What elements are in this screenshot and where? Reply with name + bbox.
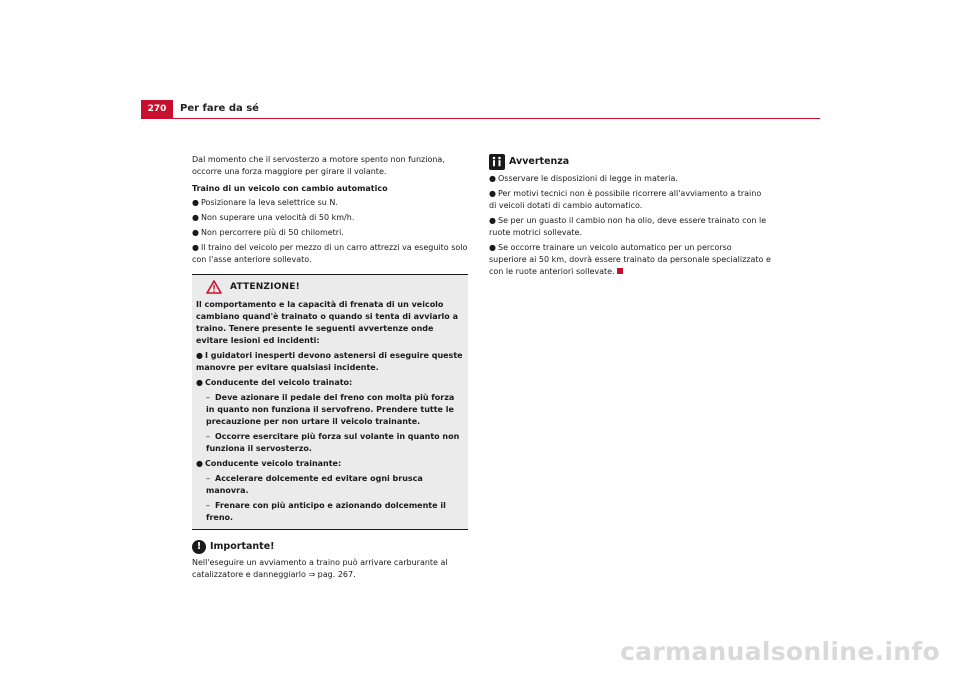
bullet-icon: ● [192, 198, 199, 207]
watermark: carmanualsonline.info [620, 637, 940, 666]
list-item: ● Il traino del veicolo per mezzo di un carro attrezzi va eseguito solo con l'asse anteriore sollevato. [192, 243, 468, 264]
page-title: Per fare da sé [180, 103, 259, 114]
list-item: ● I guidatori inesperti devono astenersi di eseguire queste manovre per evitare qualsiasi incidente. [196, 351, 463, 372]
header-rule [141, 118, 820, 119]
dash-icon: – [206, 474, 210, 483]
list-item: ● Se per un guasto il cambio non ha olio, deve essere trainato con le ruote motrici sollevate. [489, 216, 767, 237]
warning-title: ATTENZIONE! [230, 282, 300, 292]
note-title: Avvertenza [509, 156, 570, 167]
bullet-icon: ● [489, 189, 496, 198]
bullet-icon: ● [196, 459, 203, 468]
sub-list-item: – Frenare con più anticipo e azionando dolcemente il freno. [206, 501, 446, 522]
section-subheading: Traino di un veicolo con cambio automatico [192, 184, 388, 193]
list-item: ● Conducente veicolo trainante: [196, 459, 342, 468]
important-header [192, 540, 468, 554]
sub-list-item: – Accelerare dolcemente ed evitare ogni brusca manovra. [206, 474, 423, 495]
dash-icon: – [206, 432, 210, 441]
warning-intro: Il comportamento e la capacità di frenata di un veicolo cambiano quand'è trainato o quando si tenta di avviarlo a traino. Tenere presente le seguenti avvertenze onde evitare lesioni ed incidenti: [196, 300, 458, 345]
list-item: ● Per motivi tecnici non è possibile ricorrere all'avviamento a traino di veicoli dotati di cambio automatico. [489, 189, 762, 210]
arrow-icon: ⇒ [308, 570, 316, 579]
dash-icon: – [206, 501, 210, 510]
list-item: ● Conducente del veicolo trainato: [196, 378, 353, 387]
warning-box [192, 274, 468, 530]
list-item: ● Osservare le disposizioni di legge in materia. [489, 174, 678, 183]
bullet-icon: ● [192, 213, 199, 222]
note-header [489, 154, 771, 170]
intro-paragraph: Dal momento che il servosterzo a motore spento non funziona, occorre una forza maggiore per girare il volante. [192, 155, 445, 176]
bullet-icon: ● [489, 216, 496, 225]
left-column [192, 154, 468, 586]
bullet-icon: ● [489, 174, 496, 183]
dash-icon: – [206, 393, 210, 402]
list-item: ● Non superare una velocità di 50 km/h. [192, 213, 355, 222]
warning-triangle-icon [206, 280, 222, 294]
list-item: ● Posizionare la leva selettrice su N. [192, 198, 338, 207]
bullet-icon: ● [196, 351, 203, 360]
info-icon [489, 154, 505, 170]
bullet-icon: ● [192, 228, 199, 237]
sub-list-item: – Deve azionare il pedale del freno con molta più forza in quanto non funziona il servofreno. Prendere tutte le precauzione per non urtare il veicolo trainante. [206, 393, 455, 426]
bullet-icon: ● [196, 378, 203, 387]
exclamation-icon: ! [192, 540, 206, 554]
list-item: ● Se occorre trainare un veicolo automatico per un percorso superiore ai 50 km, dovrà essere trainato da personale specializzato e con le ruote anteriori sollevate. [489, 243, 771, 276]
end-of-section-icon [617, 268, 623, 274]
important-text: Nell'eseguire un avviamento a traino può arrivare carburante al catalizzatore e danneggiarlo ⇒ pag. 267. [192, 558, 448, 579]
sub-list-item: – Occorre esercitare più forza sul volante in quanto non funziona il servosterzo. [206, 432, 460, 453]
bullet-icon: ● [489, 243, 496, 252]
page-number: 270 [141, 100, 173, 118]
warning-header [196, 275, 464, 299]
list-item: ● Non percorrere più di 50 chilometri. [192, 228, 344, 237]
bullet-icon: ● [192, 243, 199, 252]
important-title: Importante! [210, 541, 275, 552]
right-column [489, 154, 771, 281]
